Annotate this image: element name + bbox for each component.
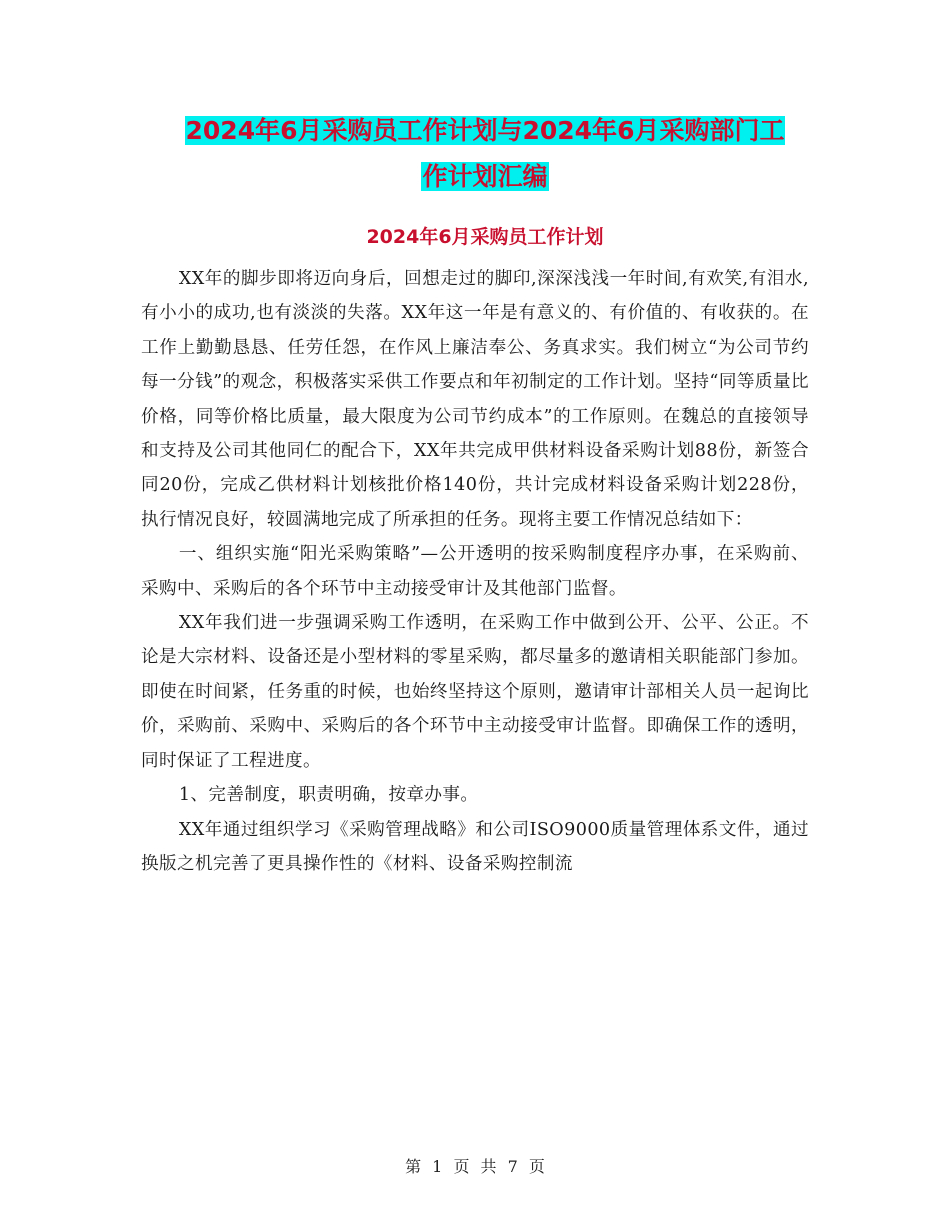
paragraph: XX年我们进一步强调采购工作透明，在采购工作中做到公开、公平、公正。不论是大宗材料、设备还是小型材料的零星采购，都尽量多的邀请相关职能部门参加。即使在时间紧，任务重的时候，也始终坚持这个原则，邀请审计部相关人员一起询比价，采购前、采购中、采购后的各个环节中主动接受审计监督。即确保工作的透明，同时保证了工程进度。 [141, 613, 809, 771]
paragraph: XX年通过组织学习《采购管理战略》和公司ISO9000质量管理体系文件，通过换版之机完善了更具操作性的《材料、设备采购控制流 [141, 819, 809, 874]
paragraph: 一、组织实施“阳光采购策略”—公开透明的按采购制度程序办事，在采购前、采购中、采购后的各个环节中主动接受审计及其他部门监督。 [141, 544, 809, 599]
paragraph: XX年的脚步即将迈向身后，回想走过的脚印,深深浅浅一年时间,有欢笑,有泪水,有小小的成功,也有淡淡的失落。XX年这一年是有意义的、有价值的、有收获的。在工作上勤勤恳恳、任劳任怨，在作风上廉洁奉公、务真求实。我们树立“为公司节约每一分钱”的观念，积极落实采供工作要点和年初制定的工作计划。坚持“同等质量比价格，同等价格比质量，最大限度为公司节约成本”的工作原则。在魏总的直接领导和支持及公司其他同仁的配合下，XX年共完成甲供材料设备采购计划88份，新签合同20份，完成乙供材料计划核批价格140份，共计完成材料设备采购计划228份，执行情况良好，较圆满地完成了所承担的任务。现将主要工作情况总结如下： [141, 269, 809, 530]
title-line-1: 2024年6月采购员工作计划与2024年6月采购部门工 [185, 116, 785, 145]
document-title [140, 108, 830, 200]
title-line-2: 作计划汇编 [422, 162, 548, 191]
page-footer: 第 1 页 共 7 页 [405, 1157, 545, 1176]
section-title: 2024年6月采购员工作计划 [366, 226, 604, 248]
document-body [141, 262, 809, 881]
paragraph: 1、完善制度，职责明确，按章办事。 [178, 785, 479, 806]
